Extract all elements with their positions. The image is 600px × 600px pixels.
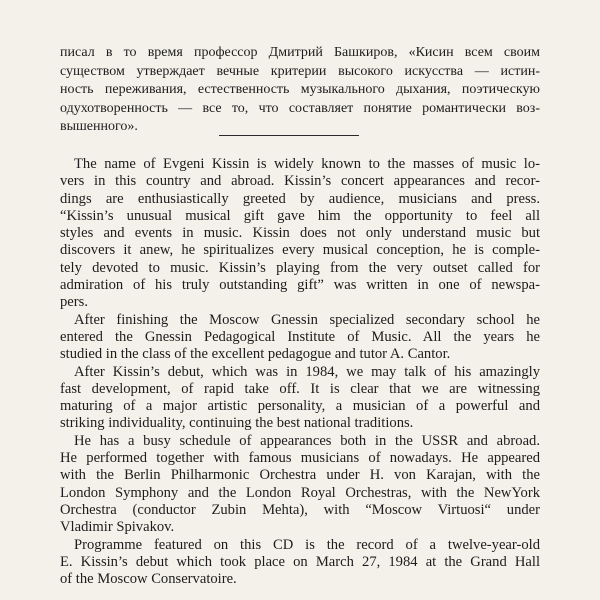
text-line: discovers it anew, he spiritualizes every musical conception, he is comple-: [60, 242, 540, 259]
text-line: London Symphony and the London Royal Orchestras, with the NewYork: [60, 484, 540, 501]
text-line: He performed together with famous musicians of nowadays. He appeared: [60, 450, 540, 467]
text-line: striking individuality, continuing the best national traditions.: [60, 415, 414, 432]
text-line: of the Moscow Conservatoire.: [60, 571, 237, 588]
text-line: одухотворенность — все то, что составляет понятие романтически воз-: [60, 100, 540, 116]
text-line: After finishing the Moscow Gnessin specialized secondary school he: [74, 311, 540, 328]
text-line: писал в то время профессор Дмитрий Башкиров, «Кисин всем своим: [60, 45, 540, 60]
text-line: существом утверждает вечные критерии высокого искусства — истин-: [60, 63, 540, 79]
text-line: vers in this country and abroad. Kissin’s concert appearances and recor-: [60, 173, 540, 190]
text-line: Orchestra (conductor Zubin Mehta), with “Moscow Virtuosi“ under: [60, 501, 540, 518]
text-line: He has a busy schedule of appearances both in the USSR and abroad.: [74, 432, 540, 449]
section-divider: [219, 135, 359, 136]
text-line: studied in the class of the excellent pedagogue and tutor A. Cantor.: [60, 346, 451, 363]
text-line: E. Kissin’s debut which took place on March 27, 1984 at the Grand Hall: [60, 553, 540, 570]
text-line: вышенного».: [60, 119, 138, 135]
text-line: pers.: [60, 294, 88, 311]
text-line: The name of Evgeni Kissin is widely known to the masses of music lo-: [74, 156, 540, 172]
text-line: After Kissin’s debut, which was in 1984, we may talk of his amazingly: [74, 363, 540, 380]
text-line: Programme featured on this CD is the record of a twelve-year-old: [74, 536, 540, 553]
text-line: with the Berlin Philharmonic Orchestra under H. von Karajan, with the: [60, 467, 540, 484]
english-biography-text: [60, 156, 540, 588]
text-line: tely devoted to music. Kissin’s playing from the very outset called for: [60, 259, 540, 276]
text-line: entered the Gnessin Pedagogical Institute of Music. All the years he: [60, 328, 540, 345]
russian-quote-paragraph: [60, 44, 540, 137]
text-line: styles and events in music. Kissin does not only understand music but: [60, 225, 540, 242]
text-line: admiration of his truly outstanding gift” was written in one of newspa-: [60, 277, 540, 294]
text-line: Vladimir Spivakov.: [60, 519, 175, 536]
text-line: dings are enthusiastically greeted by audience, musicians and press.: [60, 190, 540, 207]
text-line: fast development, of rapid take off. It is clear that we are witnessing: [60, 380, 540, 397]
text-line: ность переживания, естественность музыкального дыхания, поэтическую: [60, 82, 540, 98]
text-line: maturing of a major artistic personality, a musician of a powerful and: [60, 398, 540, 415]
text-line: “Kissin’s unusual musical gift gave him the opportunity to feel all: [60, 207, 540, 224]
